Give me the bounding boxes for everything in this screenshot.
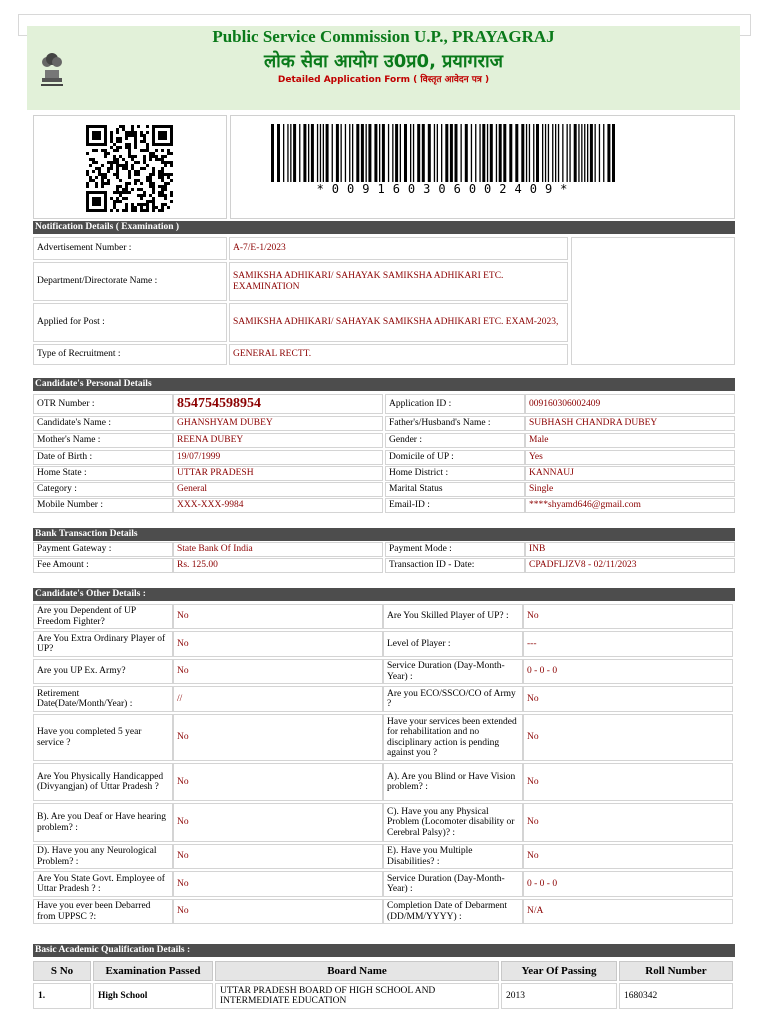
personal-value: REENA DUBEY xyxy=(173,433,383,448)
personal-label: Gender : xyxy=(385,433,525,448)
personal-value: GHANSHYAM DUBEY xyxy=(173,416,383,431)
photo-placeholder xyxy=(571,237,735,365)
personal-label: Category : xyxy=(33,482,173,497)
other-value: No xyxy=(173,714,383,761)
bank-label: Payment Gateway : xyxy=(33,542,173,557)
other-label: A). Are you Blind or Have Vision problem? : xyxy=(383,763,523,801)
other-label: Have you completed 5 year service ? xyxy=(33,714,173,761)
applied-post-value: SAMIKSHA ADHIKARI/ SAHAYAK SAMIKSHA ADHIKARI ETC. EXAM-2023, xyxy=(229,303,568,342)
personal-label: Candidate's Name : xyxy=(33,416,173,431)
personal-value: KANNAUJ xyxy=(525,466,735,481)
other-value: No xyxy=(173,631,383,657)
other-label: Service Duration (Day-Month-Year) : xyxy=(383,659,523,684)
personal-value: SUBHASH CHANDRA DUBEY xyxy=(525,416,735,431)
academic-cell: 1. xyxy=(33,983,91,1009)
other-label: Are You Extra Ordinary Player of UP? xyxy=(33,631,173,657)
page-header xyxy=(27,26,740,110)
other-value: No xyxy=(173,803,383,842)
notification-heading: Notification Details ( Examination ) xyxy=(33,221,735,234)
barcode-box xyxy=(230,115,735,219)
other-label: E). Have you Multiple Disabilities? : xyxy=(383,844,523,869)
bank-label: Fee Amount : xyxy=(33,558,173,573)
personal-label: Date of Birth : xyxy=(33,450,173,465)
other-label: C). Have you any Physical Problem (Locomoter disability or Cerebral Palsy)? : xyxy=(383,803,523,842)
personal-value: General xyxy=(173,482,383,497)
academic-column-header: S No xyxy=(33,961,91,981)
bank-value: CPADFLJZV8 - 02/11/2023 xyxy=(525,558,735,573)
applied-post-label: Applied for Post : xyxy=(33,303,227,342)
other-label: Are you ECO/SSCO/CO of Army ? xyxy=(383,686,523,712)
recruitment-type-value: GENERAL RECTT. xyxy=(229,344,568,365)
personal-label: Domicile of UP : xyxy=(385,450,525,465)
commission-title-english: Public Service Commission U.P., PRAYAGRAJ xyxy=(212,27,555,46)
advertisement-number-label: Advertisement Number : xyxy=(33,237,227,260)
personal-label: OTR Number : xyxy=(33,394,173,414)
other-value: 0 - 0 - 0 xyxy=(523,871,733,897)
personal-value: Yes xyxy=(525,450,735,465)
qr-code-box xyxy=(33,115,227,219)
bank-heading: Bank Transaction Details xyxy=(33,528,735,541)
other-label: Service Duration (Day-Month-Year) : xyxy=(383,871,523,897)
other-value: No xyxy=(173,899,383,924)
code-section xyxy=(33,115,735,219)
other-value: No xyxy=(173,763,383,801)
other-value: No xyxy=(523,604,733,629)
other-value: --- xyxy=(523,631,733,657)
bank-label: Transaction ID - Date: xyxy=(385,558,525,573)
personal-label: Application ID : xyxy=(385,394,525,414)
other-value: No xyxy=(173,659,383,684)
other-value: N/A xyxy=(523,899,733,924)
other-value: No xyxy=(173,844,383,869)
academic-column-header: Board Name xyxy=(215,961,499,981)
personal-value: ****shyamd646@gmail.com xyxy=(525,498,735,513)
other-label: Are You Skilled Player of UP? : xyxy=(383,604,523,629)
academic-column-header: Examination Passed xyxy=(93,961,213,981)
personal-heading: Candidate's Personal Details xyxy=(33,378,735,391)
other-value: No xyxy=(173,604,383,629)
other-label: Retirement Date(Date/Month/Year) : xyxy=(33,686,173,712)
qr-code-icon xyxy=(84,124,176,212)
other-value: No xyxy=(173,871,383,897)
personal-label: Marital Status xyxy=(385,482,525,497)
other-label: Completion Date of Debarment (DD/MM/YYYY) : xyxy=(383,899,523,924)
personal-label: Mobile Number : xyxy=(33,498,173,513)
department-name-value: SAMIKSHA ADHIKARI/ SAHAYAK SAMIKSHA ADHIKARI ETC. EXAMINATION xyxy=(229,262,568,301)
barcode-text: *009160306002409* xyxy=(316,182,576,196)
personal-value: 19/07/1999 xyxy=(173,450,383,465)
other-value: No xyxy=(523,763,733,801)
barcode-icon xyxy=(269,124,621,184)
other-label: Have your services been extended for rehabilitation and no disciplinary action is pending against you ? xyxy=(383,714,523,761)
personal-label: Home State : xyxy=(33,466,173,481)
otr-number-value: 854754598954 xyxy=(173,394,383,414)
other-label: Are You Physically Handicapped (Divyangjan) of Uttar Pradesh ? xyxy=(33,763,173,801)
personal-value: 009160306002409 xyxy=(525,394,735,414)
academic-cell: 2013 xyxy=(501,983,617,1009)
personal-label: Home District : xyxy=(385,466,525,481)
other-value: No xyxy=(523,686,733,712)
advertisement-number-value: A-7/E-1/2023 xyxy=(229,237,568,260)
other-label: Are you Dependent of UP Freedom Fighter? xyxy=(33,604,173,629)
other-label: D). Have you any Neurological Problem? : xyxy=(33,844,173,869)
other-label: B). Are you Deaf or Have hearing problem? : xyxy=(33,803,173,842)
personal-label: Email-ID : xyxy=(385,498,525,513)
other-heading: Candidate's Other Details : xyxy=(33,588,735,601)
bank-value: Rs. 125.00 xyxy=(173,558,383,573)
personal-label: Mother's Name : xyxy=(33,433,173,448)
other-label: Have you ever been Debarred from UPPSC ?: xyxy=(33,899,173,924)
academic-column-header: Roll Number xyxy=(619,961,733,981)
other-label: Are You State Govt. Employee of Uttar Pradesh ? : xyxy=(33,871,173,897)
other-label: Are you UP Ex. Army? xyxy=(33,659,173,684)
other-label: Level of Player : xyxy=(383,631,523,657)
academic-cell: 1680342 xyxy=(619,983,733,1009)
academic-cell: High School xyxy=(93,983,213,1009)
bank-label: Payment Mode : xyxy=(385,542,525,557)
form-subtitle: Detailed Application Form ( विस्तृत आवेदन पत्र ) xyxy=(277,75,490,85)
academic-column-header: Year Of Passing xyxy=(501,961,617,981)
academic-heading: Basic Academic Qualification Details : xyxy=(33,944,735,957)
bank-value: INB xyxy=(525,542,735,557)
recruitment-type-label: Type of Recruitment : xyxy=(33,344,227,365)
other-value: // xyxy=(173,686,383,712)
department-name-label: Department/Directorate Name : xyxy=(33,262,227,301)
personal-value: XXX-XXX-9984 xyxy=(173,498,383,513)
personal-value: UTTAR PRADESH xyxy=(173,466,383,481)
bank-value: State Bank Of India xyxy=(173,542,383,557)
other-value: 0 - 0 - 0 xyxy=(523,659,733,684)
personal-value: Male xyxy=(525,433,735,448)
personal-value: Single xyxy=(525,482,735,497)
academic-cell: UTTAR PRADESH BOARD OF HIGH SCHOOL AND INTERMEDIATE EDUCATION xyxy=(215,983,499,1009)
other-value: No xyxy=(523,803,733,842)
other-value: No xyxy=(523,844,733,869)
other-value: No xyxy=(523,714,733,761)
commission-title-hindi: लोक सेवा आयोग उ0प्र0, प्रयागराज xyxy=(263,51,504,72)
personal-label: Father's/Husband's Name : xyxy=(385,416,525,431)
